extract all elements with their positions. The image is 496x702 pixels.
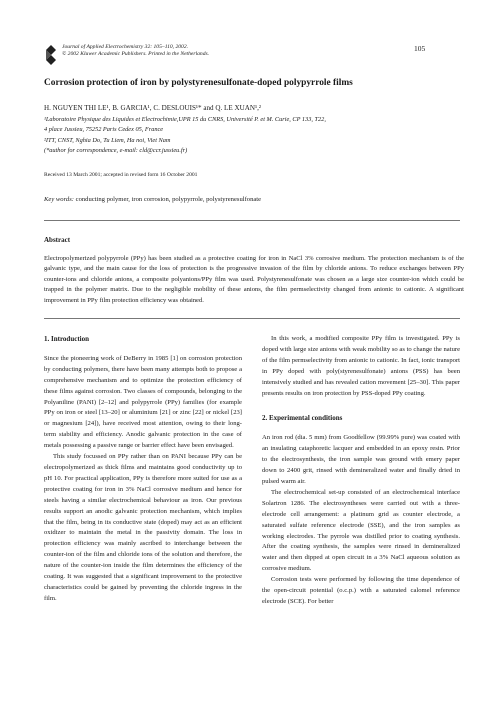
publisher-logo xyxy=(44,44,58,66)
affiliation-line: ²ITT, CNST, Nghia Do, Tu Liem, Ha noi, Viet Nam xyxy=(44,136,171,144)
experimental-paragraph-1: An iron rod (dia. 5 mm) from Goodfellow (99.99% pure) was coated with an insulating cataphoretic lacquer and embedded in an epoxy resin. Prior to the electrosynthesis, the iron sample was ground with emery paper down to 2400 grit, rinsed with demineralized water and finally dried in pulsed warm air. xyxy=(262,434,460,485)
journal-info xyxy=(62,44,392,58)
intro-paragraph-1: Since the pioneering work of DeBerry in 1985 [1] on corrosion protection by conducting polymers, there have been many attempts both to propose a comprehensive mechanism and to optimize the protection efficiency of these films against corrosion. Two classes of compounds, belonging to the Polyaniline (PANI) [2–12] and polypyrrole (PPy) families (for example PPy on iron or steel [13–20] or aluminium [21] or zinc [22] or nickel [23] or magnesium [24]), have received most attention, owing to their long-term stability and efficiency. Anodic galvanic protection in the case of metals possessing a passive range or barrier effect have been envisaged. xyxy=(44,354,242,450)
keywords-text: conducting polymer, iron corrosion, polypyrrole, polystyrenesulfonate xyxy=(75,196,262,203)
keywords-label: Key words: xyxy=(44,196,74,203)
section-heading-introduction: 1. Introduction xyxy=(44,335,89,343)
page-number: 105 xyxy=(414,44,426,53)
keywords xyxy=(44,196,464,203)
correspondence-line: (*author for correspondence, e-mail: cld@ccr.jussieu.fr) xyxy=(44,147,188,155)
abstract-paragraph: Electropolymerized polypyrrole (PPy) has been studied as a protective coating for iron in NaCl 3% corrosive medium. The protection mechanism is of the galvanic type, and the main cause for the loss of protection is the progressive invasion of the film by chloride anions. To reduce exchanges between PPy counter-ions and chloride anions, a composite polyanions/PPy film was used. Polystyrenesulfonate was chosen as a large size counter-ion which could be trapped in the polymer matrix. Due to the negligible mobility of these anions, the film permselectivity changed from anionic to cationic. A significant improvement in PPy film protection efficiency was obtained. xyxy=(44,255,464,304)
section-heading-experimental: 2. Experimental conditions xyxy=(262,414,343,423)
intro-paragraph-3: In this work, a modified composite PPy film is investigated. PPy is doped with large size anions with weak mobility so as to change the nature of the film permselectivity from anionic to cationic. In fact, ionic transport in PPy doped with poly(styrenesulfonate) anions (PSS) has been intensively studied and has revealed cation movement [25–30]. This paper presents results on iron protection by PSS-doped PPy coating. xyxy=(262,335,460,397)
divider xyxy=(44,220,460,221)
divider xyxy=(44,318,460,319)
paper-title: Corrosion protection of iron by polystyrenesulfonate-doped polypyrrole films xyxy=(44,78,353,88)
affiliations xyxy=(44,115,464,157)
received-dates: Received 13 March 2001; accepted in revised form 16 October 2001 xyxy=(44,172,198,178)
authors: H. NGUYEN THI LE¹, B. GARCIA¹, C. DESLOUIS¹* and Q. LE XUAN¹,² xyxy=(44,104,261,112)
abstract-heading: Abstract xyxy=(44,236,71,244)
left-column xyxy=(44,334,242,605)
journal-line-1: Journal of Applied Electrochemistry 32: 105–110, 2002. xyxy=(62,44,189,50)
experimental-paragraph-3: Corrosion tests were performed by following the time dependence of the open-circuit potential (o.c.p.) with a saturated calomel reference electrode (SCE). For better xyxy=(262,576,460,605)
experimental-paragraph-2: The electrochemical set-up consisted of an electrochemical interface Solartron 1286. The electrosyntheses were carried out with a three-electrode cell arrangement: a platinum grid as counter electrode, a saturated sulfate reference electrode (SSE), and the iron samples as working electrodes. The pyrrole was distilled prior to coating synthesis. After the coating synthesis, the samples were rinsed in demineralized water and then dipped at open circuit in a 3% NaCl aqueous solution as corrosive medium. xyxy=(262,488,460,573)
affiliation-line: ¹Laboratoire Physique des Liquides et Electrochimie,UPR 15 du CNRS, Université P. et M. Curie, CP 133, T22, xyxy=(44,116,326,123)
affiliation-line: 4 place Jussieu, 75252 Paris Cedex 05, France xyxy=(44,126,164,134)
journal-line-2: © 2002 Kluwer Academic Publishers. Printed in the Netherlands. xyxy=(62,51,210,58)
intro-paragraph-2: This study focussed on PPy rather than on PANI because PPy can be electropolymerized as thick films and maintains good conductivity up to pH 10. For practical application, PPy is therefore more suited for use as a protective coating for iron in 3% NaCl corrosive medium and hence for steels having a similar electrochemical behaviour as iron. Our previous results support an anodic galvanic protection mechanism, which implies that the film, being in its conductive state (doped) may act as an efficient oxidizer to maintain the metal in the passivity domain. The loss in protection efficiency was mainly ascribed to interchange between the counter-ion of the film and chloride ions of the solution and therefore, the nature of the counter-ion inside the film determines the efficiency of the coating. It was suggested that a significant improvement to the protective characteristics could be gained by preventing the chloride ingress in the film. xyxy=(44,453,242,602)
right-column xyxy=(262,334,460,608)
abstract-text xyxy=(44,254,464,306)
